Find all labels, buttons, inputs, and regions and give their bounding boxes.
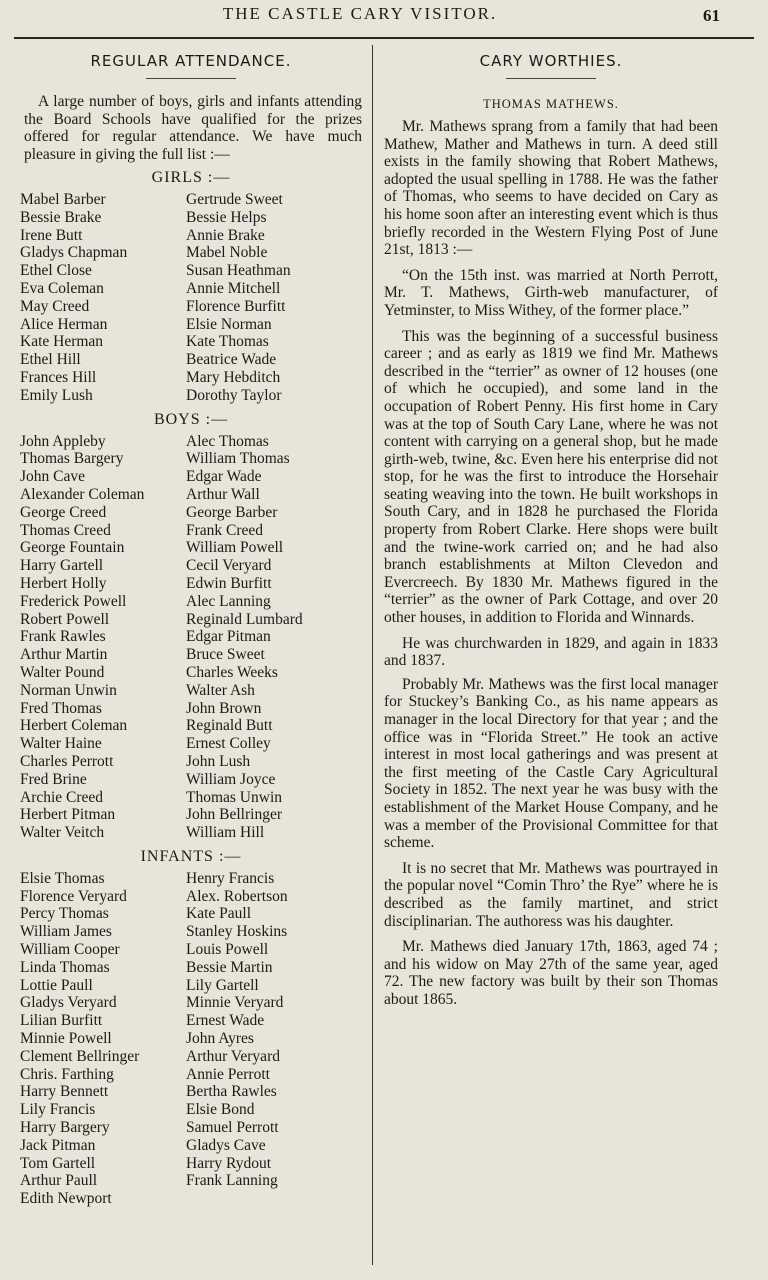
name-entry: Alec Lanning <box>186 592 271 610</box>
name-entry: Charles Perrott <box>20 752 114 770</box>
name-entry: Ethel Hill <box>20 351 81 369</box>
name-entry: Fred Brine <box>20 770 87 788</box>
heading-rule <box>506 78 596 79</box>
name-entry: John Brown <box>186 699 262 717</box>
name-entry: William Cooper <box>20 941 120 959</box>
name-entry: Norman Unwin <box>20 681 117 699</box>
name-entry: Beatrice Wade <box>186 351 277 369</box>
infants-list <box>20 870 362 1208</box>
name-entry: William Hill <box>186 824 265 842</box>
name-entry: Harry Rydout <box>186 1154 272 1172</box>
name-entry: Annie Brake <box>186 226 265 244</box>
name-entry: Eva Coleman <box>20 279 104 297</box>
article-paragraph: It is no secret that Mr. Mathews was pourtrayed in the popular novel “Comin Thro’ the Rye” where he is described as the family martinet, and strict disciplinarian. The authoress was his daughter. <box>384 859 718 930</box>
name-entry: Emily Lush <box>20 386 93 404</box>
regular-attendance-column <box>20 48 362 1208</box>
name-entry: Herbert Coleman <box>20 717 128 735</box>
name-entry: Bessie Martin <box>186 958 273 976</box>
name-entry: Herbert Holly <box>20 574 107 592</box>
name-entry: Minnie Veryard <box>186 994 284 1012</box>
name-entry: William Joyce <box>186 770 276 788</box>
article-paragraph: “On the 15th inst. was married at North Perrott, Mr. T. Mathews, Girth-web manufacturer, of Yetminster, to Miss Withey, of the former place.” <box>384 266 718 319</box>
name-entry: Harry Bargery <box>20 1119 110 1137</box>
name-entry: Florence Burfitt <box>186 297 286 315</box>
cary-worthies-column <box>384 48 718 1017</box>
name-entry: Clement Bellringer <box>20 1047 140 1065</box>
page-header <box>0 0 768 38</box>
boys-heading: BOYS :— <box>153 410 229 428</box>
name-entry: Frank Creed <box>186 521 264 539</box>
name-entry: Bertha Rawles <box>186 1083 277 1101</box>
name-entry: Edwin Burfitt <box>186 574 272 592</box>
name-entry: Bessie Helps <box>186 208 267 226</box>
name-entry: Samuel Perrott <box>186 1119 279 1137</box>
name-entry: Walter Ash <box>186 681 255 699</box>
boys-list <box>20 433 362 842</box>
name-entry <box>186 1190 362 1208</box>
name-entry: Irene Butt <box>20 226 83 244</box>
article-paragraph: Mr. Mathews died January 17th, 1863, aged 74 ; and his widow on May 27th of the same year, aged 72. The new factory was built by their son Thomas about 1865. <box>384 938 718 1008</box>
name-entry: Walter Haine <box>20 735 102 753</box>
name-entry: Gladys Cave <box>186 1136 266 1154</box>
name-entry: Annie Perrott <box>186 1065 270 1083</box>
name-entry: Mabel Noble <box>186 244 268 262</box>
name-entry: Elsie Norman <box>186 315 272 333</box>
name-entry: Reginald Butt <box>186 717 273 735</box>
section-heading-worthies: CARY WORTHIES. <box>479 52 623 70</box>
name-entry: Lilian Burfitt <box>20 1012 103 1030</box>
name-entry: Alexander Coleman <box>20 485 145 503</box>
name-entry: John Ayres <box>186 1030 254 1048</box>
name-entry: Ernest Wade <box>186 1012 265 1030</box>
name-entry: Kate Thomas <box>186 333 269 351</box>
name-entry: Edith Newport <box>20 1190 112 1208</box>
name-entry: Harry Gartell <box>20 557 104 575</box>
name-entry: Lily Francis <box>20 1101 96 1119</box>
name-entry: Kate Herman <box>20 333 104 351</box>
article-subtitle: THOMAS MATHEWS. <box>483 97 619 111</box>
attendance-intro: A large number of boys, girls and infants attending the Board Schools have qualified for the prizes offered for regular attendance. We have much pleasure in giving the full list :— <box>24 93 362 163</box>
name-entry: Dorothy Taylor <box>186 386 282 404</box>
name-entry: Reginald Lumbard <box>186 610 303 628</box>
name-entry: William James <box>20 923 112 941</box>
name-entry: Henry Francis <box>186 869 275 887</box>
name-entry: Lily Gartell <box>186 976 259 994</box>
name-entry: Arthur Paull <box>20 1172 98 1190</box>
name-entry: Gladys Veryard <box>20 994 117 1012</box>
name-entry: Kate Paull <box>186 905 251 923</box>
name-entry: George Fountain <box>20 539 125 557</box>
name-entry: Frances Hill <box>20 368 97 386</box>
name-entry: Florence Veryard <box>20 887 127 905</box>
name-entry: John Lush <box>186 752 251 770</box>
name-entry: George Barber <box>186 503 278 521</box>
name-entry: May Creed <box>20 297 90 315</box>
name-entry: Bruce Sweet <box>186 646 265 664</box>
name-entry: Chris. Farthing <box>20 1065 114 1083</box>
name-entry: Thomas Unwin <box>186 788 283 806</box>
name-entry: Frank Lanning <box>186 1172 278 1190</box>
article-paragraph: Probably Mr. Mathews was the first local manager for Stuckey’s Banking Co., as his name appears as manager in the local Directory for that year ; and the office was in “Florida Street.” He took an active interest in most local gatherings and was present at the first meeting of the Castle Cary Agricultural Society in 1852. The next year he was busy with the establishment of the Market House Company, and he was a member of the Provisional Committee for that scheme. <box>384 675 718 852</box>
name-entry: Cecil Veryard <box>186 557 272 575</box>
name-entry: Alec Thomas <box>186 432 269 450</box>
girls-heading: GIRLS :— <box>151 169 231 186</box>
name-entry: Frederick Powell <box>20 592 127 610</box>
name-entry: John Bellringer <box>186 806 282 824</box>
name-entry: Archie Creed <box>20 788 104 806</box>
name-entry: Alice Herman <box>20 315 108 333</box>
section-heading-attendance: REGULAR ATTENDANCE. <box>90 52 292 70</box>
name-entry: Tom Gartell <box>20 1154 96 1172</box>
name-entry: Ernest Colley <box>186 735 271 753</box>
name-entry: Arthur Veryard <box>186 1047 280 1065</box>
name-entry: Gladys Chapman <box>20 244 128 262</box>
name-entry: Annie Mitchell <box>186 279 281 297</box>
name-entry: Mabel Barber <box>20 191 106 208</box>
name-entry: William Powell <box>186 539 284 557</box>
name-entry: Robert Powell <box>20 610 110 628</box>
name-entry: Susan Heathman <box>186 262 291 280</box>
name-entry: John Cave <box>20 468 86 486</box>
name-entry: William Thomas <box>186 450 290 468</box>
name-entry: Thomas Creed <box>20 521 111 539</box>
name-entry: Elsie Thomas <box>20 869 105 887</box>
header-rule <box>14 37 754 39</box>
name-entry: Edgar Pitman <box>186 628 271 646</box>
girls-list <box>20 191 362 405</box>
name-entry: Ethel Close <box>20 262 92 280</box>
journal-title: THE CASTLE CARY VISITOR. <box>222 4 498 23</box>
name-entry: Walter Pound <box>20 663 105 681</box>
name-entry: Elsie Bond <box>186 1101 255 1119</box>
name-entry: John Appleby <box>20 432 106 450</box>
name-entry: Thomas Bargery <box>20 450 124 468</box>
name-entry: Stanley Hoskins <box>186 923 288 941</box>
name-entry: George Creed <box>20 503 107 521</box>
name-entry: Gertrude Sweet <box>186 191 283 208</box>
article-paragraph: He was churchwarden in 1829, and again in 1833 and 1837. <box>384 634 718 670</box>
name-entry: Jack Pitman <box>20 1136 96 1154</box>
article-paragraph: This was the beginning of a successful business career ; and as early as 1819 we find Mr. Mathews described in the “terrier” as owner of 12 houses (one of which he occupied), and some land in the occupation of Robert Penny. His first home in Cary was at the top of South Cary Lane, where he was not content with carrying on a general shop, but he made girth-web, twine, &c. Even here his enterprise did not stop, for he was the first to introduce the Horsehair seating weaving into the town. He built workshops in South Cary, and in 1828 he purchased the Florida property from Robert Clarke. Here shops were built and the twine-work carried on; and he had also branch establishments at Milton Clevedon and Evercreech. By 1830 Mr. Mathews figured in the “terrier” as the owner of Park Cottage, and over 20 other houses, in addition to Florida and Winnards. <box>384 327 718 627</box>
name-entry: Linda Thomas <box>20 958 110 976</box>
infants-heading: INFANTS :— <box>140 847 242 865</box>
name-entry: Charles Weeks <box>186 663 278 681</box>
heading-rule <box>146 78 236 79</box>
name-entry: Alex. Robertson <box>186 887 288 905</box>
name-entry: Lottie Paull <box>20 976 93 994</box>
name-entry: Louis Powell <box>186 941 269 959</box>
name-entry: Percy Thomas <box>20 905 109 923</box>
name-entry: Arthur Martin <box>20 646 108 664</box>
name-entry: Edgar Wade <box>186 468 262 486</box>
name-entry: Walter Veitch <box>20 824 105 842</box>
name-entry: Bessie Brake <box>20 208 102 226</box>
name-entry: Mary Hebditch <box>186 368 281 386</box>
name-entry: Harry Bennett <box>20 1083 109 1101</box>
name-entry: Minnie Powell <box>20 1030 112 1048</box>
name-entry: Fred Thomas <box>20 699 102 717</box>
page-number: 61 <box>703 6 720 25</box>
name-entry: Frank Rawles <box>20 628 106 646</box>
name-entry: Herbert Pitman <box>20 806 116 824</box>
name-entry: Arthur Wall <box>186 485 260 503</box>
article-paragraph: Mr. Mathews sprang from a family that had been Mathew, Mather and Mathews in turn. A deed still exists in the family showing that Robert Mathews, adopted the usual spelling in 1788. He was the father of Thomas, who seems to have decided on Cary as his home soon after an interesting event which is thus briefly recorded in the Western Flying Post of June 21st, 1813 :— <box>384 118 718 259</box>
column-divider <box>372 45 373 1265</box>
